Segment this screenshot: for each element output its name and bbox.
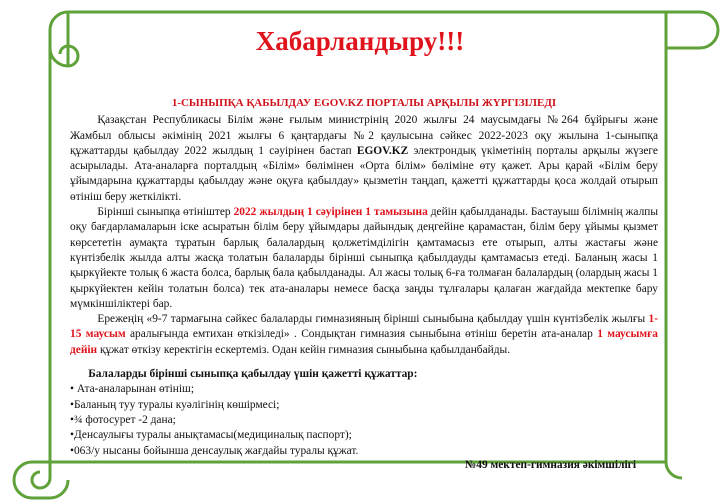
paragraph-1-text-b: электрондық үкіметінің порталы арқылы жүзеге асырылады. Ата-аналарға порталдың «Білім» бөлімінен «Орта білім» бөліміне өту қажет. Ары қарай «Білім беру ұйымдарына құжаттарды қабылдау және оқуға қабылдау» қызметін таңдап, қажетті құжаттарды қоса жолдай отырып өтініш беру жеткілікті. bbox=[70, 144, 658, 203]
egov-portal-name: EGOV.KZ bbox=[356, 144, 409, 157]
paragraph-3-text-b: аралығында емтихан өткізіледі» . Сондықтан гимназия сыныбына өтініш беретін ата-аналар bbox=[125, 328, 598, 341]
announcement-body bbox=[70, 96, 658, 473]
documents-title: Балаларды бірінші сыныпқа қабылдау үшін қажетті құжаттар: bbox=[88, 368, 418, 381]
list-item: •Денсаулығы туралы анықтамасы(медициналық паспорт); bbox=[70, 429, 352, 442]
list-item: •Баланың туу туралы куәлігінің көшірмесі; bbox=[70, 398, 280, 411]
paragraph-2-text-a: Бірінші сыныпқа өтініштер bbox=[97, 206, 234, 219]
paragraph-3-text-c: құжат өткізу керектігін ескертеміз. Одан кейін гимназия сыныбына қабылданбайды. bbox=[97, 343, 511, 356]
list-item: • Ата-аналарынан өтініш; bbox=[70, 383, 194, 396]
paragraph-1 bbox=[70, 113, 658, 205]
announcement-heading: 1-СЫНЫПҚА ҚАБЫЛДАУ EGOV.KZ ПОРТАЛЫ АРҚЫЛЫ ЖҮРГІЗІЛЕДІ bbox=[171, 97, 557, 109]
paragraph-3 bbox=[70, 312, 658, 358]
exam-period-highlight: 1-15 маусым bbox=[70, 313, 658, 341]
paragraph-3-text-a: Ережеңің «9-7 тармағына сәйкес балаларды гимназияның бірінші сыныбына қабылдау үшін күнтізбелік жылғы bbox=[97, 313, 649, 326]
page-title: Хабарландыру!!! bbox=[255, 26, 465, 56]
signature-line: №49 мектеп-гимназия әкімшілігі bbox=[464, 458, 636, 471]
documents-list bbox=[70, 382, 658, 458]
list-item: •063/у нысаны бойынша денсаулық жағдайы туралы құжат. bbox=[70, 444, 359, 457]
paragraph-2 bbox=[70, 205, 658, 312]
paragraph-1-text-a: Қазақстан Республикасы Білім және ғылым министрінің 2020 жылғы 24 маусымдағы №264 бұйрығы және Жамбыл облысы әкімінің 2021 жылғы 6 қаңтардағы №2 қаулысына сәйкес 2022-2023 оқу жылына 1-сыныпқа құжаттарды қабылдау 2022 жылдың 1 сәуірінен бастап bbox=[70, 114, 658, 157]
deadline-highlight: 1 маусымға дейін bbox=[70, 328, 658, 356]
list-item: •¾ фотосурет -2 дана; bbox=[70, 413, 176, 426]
application-period-highlight: 2022 жылдың 1 сәуірінен 1 тамызына bbox=[233, 206, 428, 219]
paragraph-2-text-b: дейін қабылданады. Бастауыш білімнің жалпы оқу бағдарламаларын іске асыратын білім беру ұйымдары дайындық деңгейіне қарамастан, білім беру ұйымы қызмет көрсететін аумақта тұратын барлық балалардың қолжетімділігін қамтамасыз ете отырып, алты жастағы және күнтізбелік жылда алты жасқа толатын балаларды бірінші сыныпқа қабылдауды қамтамасыз етеді. Баланың жасы 1 қыркүйекте толық 6 жаста болса, барлық бала қабылданады. Ал жасы толық 6-ға толмаған балалардың (олардың жасы 1 қыркүйектен кейін толатын болса) тек ата-аналары немесе басқа заңды тұлғалары қалаған жағдайда мектепке бару мүмкіншіліктері бар. bbox=[70, 206, 658, 310]
